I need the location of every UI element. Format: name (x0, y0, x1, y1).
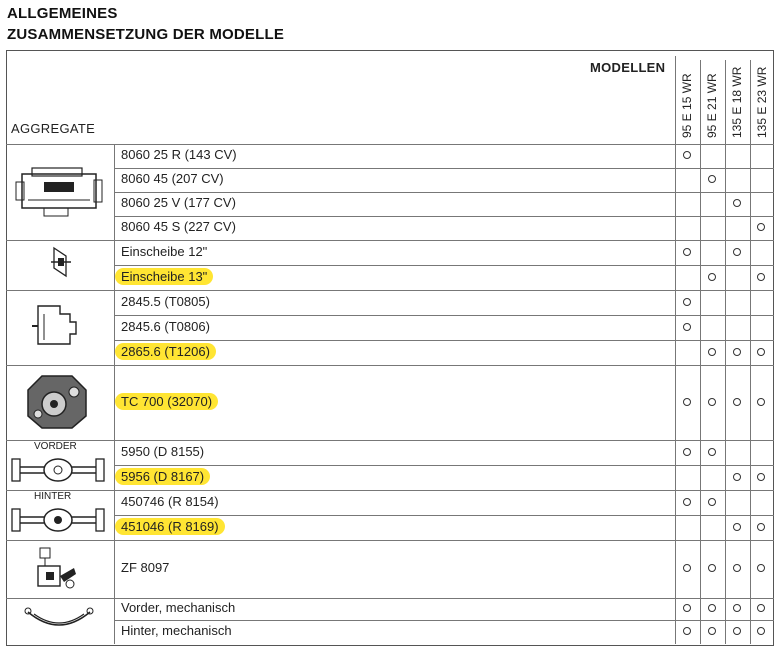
grid-line (114, 192, 774, 193)
availability-mark (708, 273, 716, 281)
grid-line (114, 515, 774, 516)
availability-mark (683, 448, 691, 456)
availability-mark (757, 523, 765, 531)
availability-mark (733, 398, 741, 406)
grid-line (6, 490, 774, 491)
availability-mark (683, 604, 691, 612)
component-label (121, 195, 236, 210)
engine-icon (14, 160, 104, 220)
component-label (121, 600, 235, 615)
availability-mark (733, 564, 741, 572)
grid-line (6, 240, 774, 241)
availability-mark (683, 248, 691, 256)
availability-mark (683, 627, 691, 635)
component-name: 450746 (R 8154) (121, 493, 219, 509)
component-label (121, 469, 210, 484)
highlighted-component: 2865.6 (T1206) (115, 343, 216, 360)
availability-mark (733, 473, 741, 481)
availability-mark (733, 523, 741, 531)
availability-mark (757, 273, 765, 281)
availability-mark (733, 604, 741, 612)
availability-mark (757, 348, 765, 356)
availability-mark (708, 398, 716, 406)
axle-label: VORDER (34, 441, 77, 452)
component-label (121, 219, 236, 234)
availability-mark (708, 175, 716, 183)
component-label (121, 394, 218, 409)
aggregate-header: AGGREGATE (11, 121, 96, 136)
availability-mark (733, 248, 741, 256)
grid-line (6, 598, 774, 599)
transfer-box-icon (22, 370, 92, 432)
availability-mark (683, 398, 691, 406)
availability-mark (683, 498, 691, 506)
grid-line (114, 465, 774, 466)
component-label (121, 444, 204, 459)
grid-line (6, 440, 774, 441)
component-name: 2845.6 (T0806) (121, 318, 210, 334)
availability-mark (757, 564, 765, 572)
component-name: 8060 25 V (177 CV) (121, 195, 236, 210)
availability-mark (757, 604, 765, 612)
model-header: 135 E 23 WR (755, 66, 769, 138)
availability-mark (708, 604, 716, 612)
availability-mark (757, 627, 765, 635)
highlighted-component: TC 700 (32070) (115, 393, 218, 410)
availability-mark (733, 627, 741, 635)
grid-line (725, 60, 726, 644)
grid-line (114, 216, 774, 217)
availability-mark (708, 564, 716, 572)
component-label (121, 147, 237, 162)
highlighted-component: 451046 (R 8169) (115, 518, 225, 535)
grid-line (750, 60, 751, 644)
component-label (121, 344, 216, 359)
availability-mark (683, 564, 691, 572)
grid-line (6, 365, 774, 366)
modellen-header: MODELLEN (590, 60, 666, 75)
front-axle-icon (8, 455, 108, 485)
component-label (121, 560, 169, 575)
grid-line (6, 144, 774, 145)
grid-line (6, 540, 774, 541)
steering-icon (30, 546, 80, 596)
gearbox-icon (30, 300, 80, 352)
grid-line (114, 144, 115, 644)
axle-label: HINTER (34, 491, 72, 502)
component-name: 2845.5 (T0805) (121, 293, 210, 309)
grid-line (114, 340, 774, 341)
component-label (121, 319, 210, 334)
grid-line (114, 168, 774, 169)
availability-mark (683, 298, 691, 306)
component-label (121, 494, 219, 509)
grid-line (114, 620, 774, 621)
availability-mark (757, 223, 765, 231)
highlighted-component: 5956 (D 8167) (115, 468, 210, 485)
component-name: Vorder, mechanisch (121, 600, 236, 615)
component-label (121, 171, 224, 186)
component-name: ZF 8097 (121, 560, 170, 575)
component-label (121, 269, 213, 284)
grid-line (114, 315, 774, 316)
grid-line (114, 265, 774, 266)
component-name: 8060 45 S (227 CV) (121, 219, 236, 234)
availability-mark (733, 348, 741, 356)
availability-mark (683, 151, 691, 159)
model-header: 135 E 18 WR (730, 66, 744, 138)
title-line-1: ALLGEMEINES (7, 5, 118, 22)
component-label (121, 519, 225, 534)
component-label (121, 294, 210, 309)
highlighted-component: Einscheibe 13" (115, 268, 213, 285)
grid-line (6, 290, 774, 291)
availability-mark (683, 323, 691, 331)
component-label (121, 244, 207, 259)
model-header: 95 E 15 WR (680, 73, 694, 138)
availability-mark (708, 348, 716, 356)
availability-mark (708, 627, 716, 635)
availability-mark (757, 473, 765, 481)
component-label (121, 623, 232, 638)
leaf-spring-icon (24, 604, 94, 634)
availability-mark (708, 448, 716, 456)
grid-line (700, 60, 701, 644)
availability-mark (733, 199, 741, 207)
model-header: 95 E 21 WR (705, 73, 719, 138)
availability-mark (757, 398, 765, 406)
rear-axle-icon (8, 505, 108, 535)
component-name: Einscheibe 12" (121, 243, 208, 259)
component-name: 8060 25 R (143 CV) (121, 147, 237, 162)
title-line-2: ZUSAMMENSETZUNG DER MODELLE (7, 26, 285, 43)
component-name: Hinter, mechanisch (121, 623, 232, 638)
component-name: 5950 (D 8155) (121, 443, 205, 459)
clutch-icon (50, 246, 72, 278)
component-name: 8060 45 (207 CV) (121, 171, 224, 186)
availability-mark (708, 498, 716, 506)
